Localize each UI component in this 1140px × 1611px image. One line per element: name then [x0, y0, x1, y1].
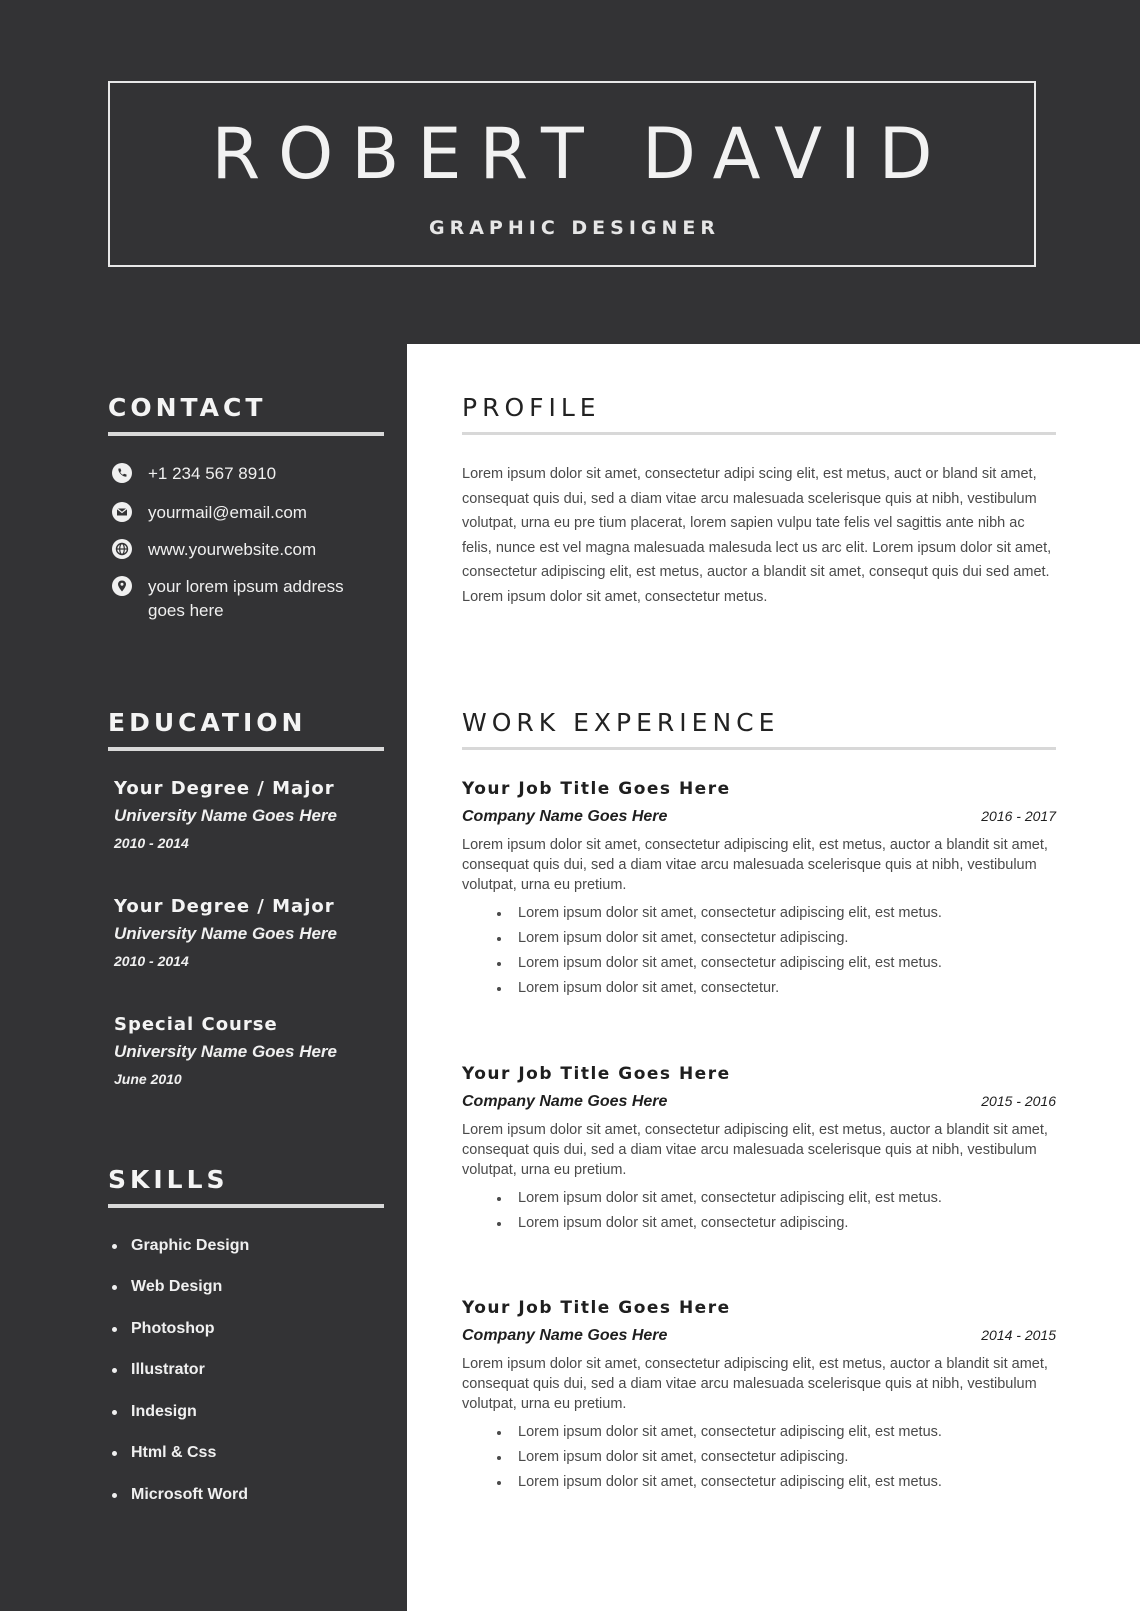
job-description: Lorem ipsum dolor sit amet, consectetur adipiscing elit, est metus, auctor a blandit sit amet, consequat quis dui, sed a diam vitae arcu malesuada scelerisque quis at nibh, vestibulum volutpat, urna eu pretium.	[462, 1122, 1048, 1178]
job-description: Lorem ipsum dolor sit amet, consectetur adipiscing elit, est metus, auctor a blandit sit amet, consequat quis dui, sed a diam vitae arcu malesuada scelerisque quis at nibh, vestibulum volutpat, urna eu pretium.	[462, 1356, 1048, 1412]
skill-label: Html & Css	[131, 1444, 217, 1461]
job-title: Your Job Title Goes Here	[462, 1298, 731, 1318]
contact-website	[112, 538, 368, 562]
school: University Name Goes Here	[114, 806, 337, 825]
job-bullet: Lorem ipsum dolor sit amet, consectetur adipiscing elit, est metus.	[462, 951, 1056, 976]
education-heading: EDUCATION	[108, 708, 384, 751]
profile-heading: PROFILE	[462, 393, 1056, 435]
company-name: Company Name Goes Here	[462, 1327, 668, 1344]
job-entry	[462, 1295, 1056, 1495]
job-role: GRAPHIC DESIGNER	[429, 217, 720, 239]
job-title: Your Job Title Goes Here	[462, 1064, 731, 1084]
job-bullet: Lorem ipsum dolor sit amet, consectetur.	[462, 976, 1056, 1001]
education-item	[114, 1012, 394, 1092]
skill-label: Photoshop	[131, 1320, 215, 1337]
contact-text: +1 234 567 8910	[148, 464, 277, 483]
job-company-row	[462, 1321, 1056, 1350]
person-name: ROBERT DAVID	[211, 113, 951, 195]
job-company-row	[462, 802, 1056, 831]
education-years: 2010 - 2014	[114, 835, 189, 851]
contact-text: yourmail@email.com	[148, 503, 307, 522]
phone-icon	[112, 463, 132, 483]
skill-label: Graphic Design	[131, 1237, 250, 1254]
job-title: Your Job Title Goes Here	[462, 779, 731, 799]
job-bullet: Lorem ipsum dolor sit amet, consectetur adipiscing.	[462, 1211, 1056, 1236]
education-years: 2010 - 2014	[114, 953, 189, 969]
education-item	[114, 776, 394, 856]
profile-text: Lorem ipsum dolor sit amet, consectetur adipi scing elit, est metus, auct or bland sit amet, consequat quis dui, sed a diam vitae arcu malesuada scelerisque quis at nibh, vestibulum volutpat, urna eu pre tium placerat, lorem sapien vulpu tate felis vel sagittis ante nibh ac felis, nunce est vel magna malesuada malesuda lect us arc elit. Lorem ipsum dolor sit amet, consectetur adipiscing elit, est metus, auctor a blandit sit amet, consequt quis dui sed amet. Lorem ipsum dolor sit amet, consectetur metus.	[462, 466, 1052, 605]
skill-item	[112, 1320, 215, 1338]
bullet-icon	[112, 1451, 117, 1456]
skill-label: Indesign	[131, 1403, 197, 1420]
contact-phone	[112, 462, 368, 486]
job-bullets	[462, 1420, 1056, 1495]
work-experience-heading: WORK EXPERIENCE	[462, 708, 1056, 750]
education-item	[114, 894, 394, 974]
job-years: 2016 - 2017	[981, 808, 1056, 824]
contact-text: your lorem ipsum address goes here	[148, 577, 344, 620]
skill-item	[112, 1361, 205, 1379]
company-name: Company Name Goes Here	[462, 1093, 668, 1110]
job-bullets	[462, 901, 1056, 1001]
job-bullet: Lorem ipsum dolor sit amet, consectetur adipiscing.	[462, 1445, 1056, 1470]
job-years: 2015 - 2016	[981, 1093, 1056, 1109]
school: University Name Goes Here	[114, 1042, 337, 1061]
school: University Name Goes Here	[114, 924, 337, 943]
degree: Your Degree / Major	[114, 896, 335, 917]
email-icon	[112, 502, 132, 522]
company-name: Company Name Goes Here	[462, 808, 668, 825]
bullet-icon	[112, 1368, 117, 1373]
degree: Special Course	[114, 1014, 278, 1035]
job-bullet: Lorem ipsum dolor sit amet, consectetur adipiscing elit, est metus.	[462, 1470, 1056, 1495]
contact-address	[112, 575, 368, 623]
job-years: 2014 - 2015	[981, 1327, 1056, 1343]
skill-label: Illustrator	[131, 1361, 205, 1378]
skill-item	[112, 1403, 197, 1421]
job-entry	[462, 1061, 1056, 1236]
location-pin-icon	[112, 576, 132, 596]
job-bullets	[462, 1186, 1056, 1236]
contact-email	[112, 501, 368, 525]
skill-item	[112, 1237, 249, 1255]
skill-item	[112, 1444, 216, 1462]
job-description: Lorem ipsum dolor sit amet, consectetur adipiscing elit, est metus, auctor a blandit sit amet, consequat quis dui, sed a diam vitae arcu malesuada scelerisque quis at nibh, vestibulum volutpat, urna eu pretium.	[462, 837, 1048, 893]
skill-item	[112, 1278, 222, 1296]
skill-label: Microsoft Word	[131, 1486, 249, 1503]
contact-text: www.yourwebsite.com	[148, 540, 317, 559]
job-entry	[462, 776, 1056, 1001]
skill-item	[112, 1486, 248, 1504]
job-bullet: Lorem ipsum dolor sit amet, consectetur adipiscing elit, est metus.	[462, 1186, 1056, 1211]
contact-heading: CONTACT	[108, 393, 384, 436]
skill-label: Web Design	[131, 1278, 223, 1295]
job-bullet: Lorem ipsum dolor sit amet, consectetur adipiscing elit, est metus.	[462, 901, 1056, 926]
bullet-icon	[112, 1410, 117, 1415]
job-company-row	[462, 1087, 1056, 1116]
degree: Your Degree / Major	[114, 778, 335, 799]
name-frame	[108, 81, 1036, 267]
job-bullet: Lorem ipsum dolor sit amet, consectetur adipiscing.	[462, 926, 1056, 951]
skills-heading: SKILLS	[108, 1165, 384, 1208]
bullet-icon	[112, 1493, 117, 1498]
education-years: June 2010	[114, 1071, 182, 1087]
job-bullet: Lorem ipsum dolor sit amet, consectetur adipiscing elit, est metus.	[462, 1420, 1056, 1445]
bullet-icon	[112, 1327, 117, 1332]
bullet-icon	[112, 1244, 117, 1249]
globe-icon	[112, 539, 132, 559]
bullet-icon	[112, 1285, 117, 1290]
